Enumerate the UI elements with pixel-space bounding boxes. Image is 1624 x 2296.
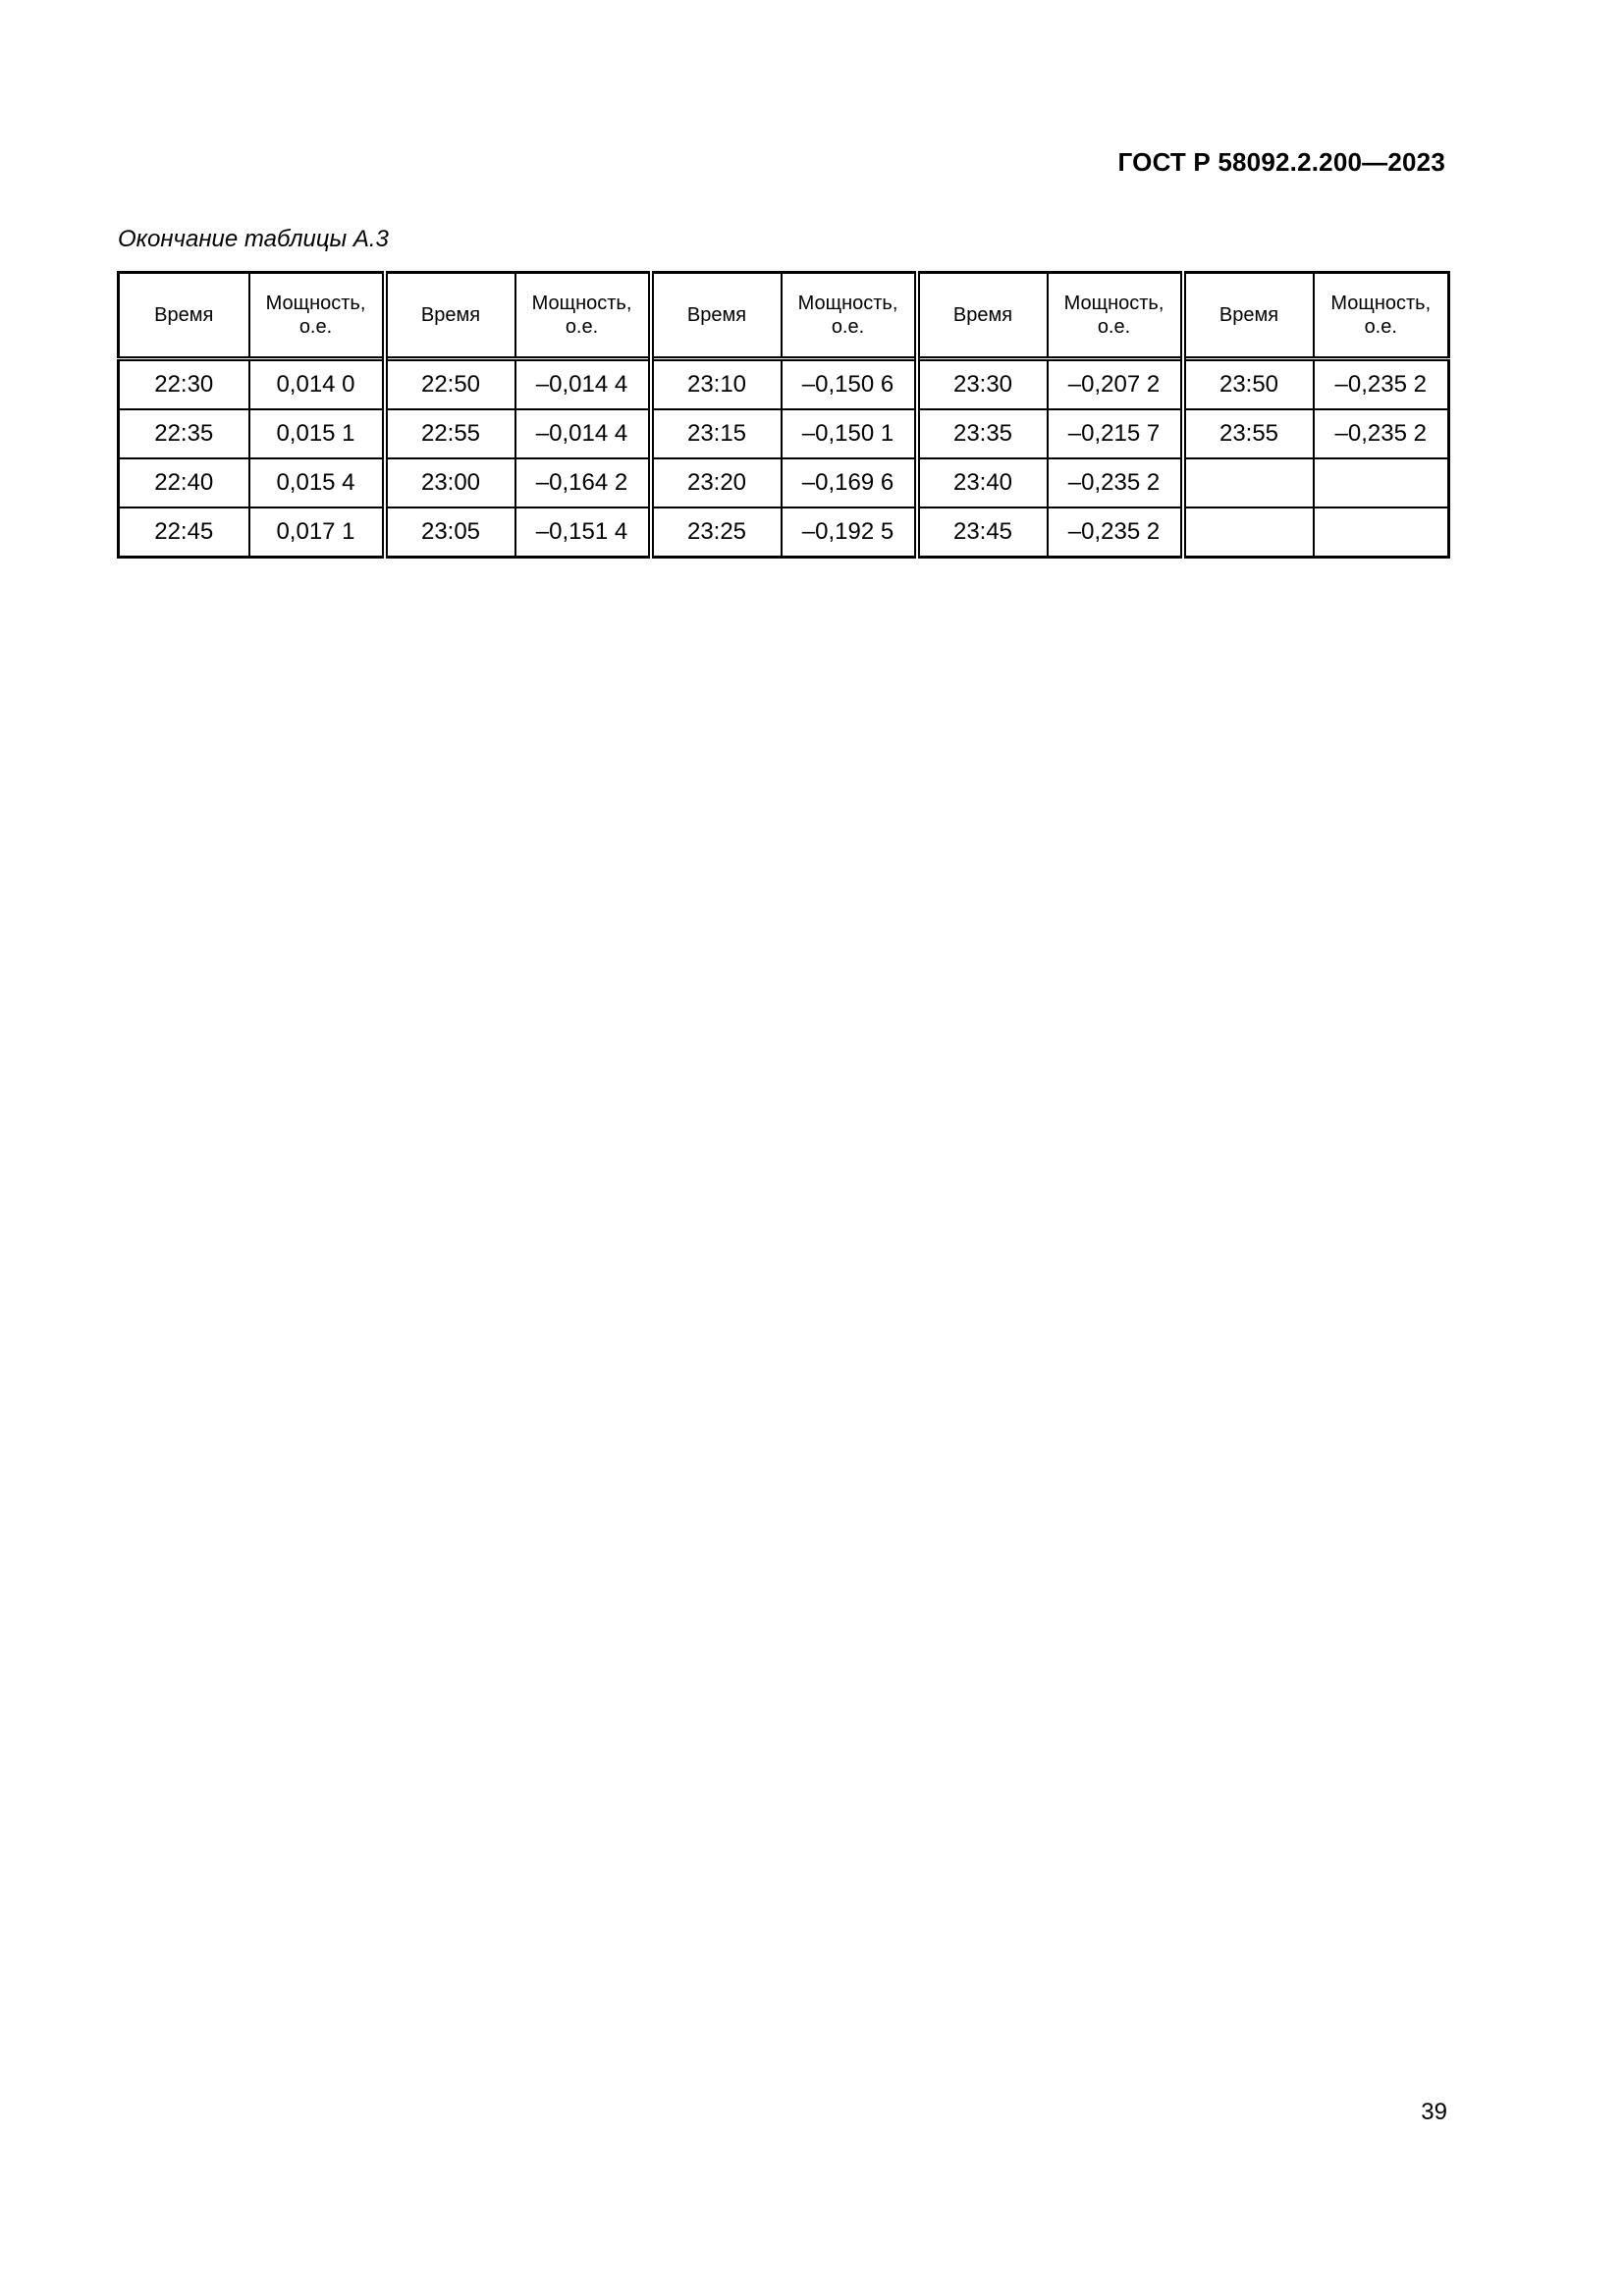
time-cell: 22:30: [119, 359, 249, 410]
power-cell: –0,150 6: [782, 359, 917, 410]
time-cell: 22:45: [119, 507, 249, 558]
power-cell: –0,151 4: [515, 507, 651, 558]
time-cell: 23:50: [1183, 359, 1314, 410]
power-cell: –0,014 4: [515, 409, 651, 458]
table-row: [119, 359, 1449, 410]
power-cell: –0,235 2: [1048, 507, 1183, 558]
time-cell: 23:10: [651, 359, 782, 410]
time-cell: 23:20: [651, 458, 782, 507]
column-header-time: Время: [385, 273, 515, 359]
column-header-power: Мощность, о.е.: [515, 273, 651, 359]
time-cell: 22:55: [385, 409, 515, 458]
column-header-power: Мощность, о.е.: [1314, 273, 1449, 359]
column-header-power: Мощность, о.е.: [249, 273, 385, 359]
power-cell: 0,014 0: [249, 359, 385, 410]
column-header-power: Мощность, о.е.: [1048, 273, 1183, 359]
column-header-time: Время: [119, 273, 249, 359]
power-cell: –0,207 2: [1048, 359, 1183, 410]
table-row: [119, 507, 1449, 558]
page-number: 39: [1421, 2099, 1447, 2125]
table-header-row: [119, 273, 1449, 359]
time-cell: 23:30: [917, 359, 1048, 410]
power-cell: –0,150 1: [782, 409, 917, 458]
time-cell: 23:40: [917, 458, 1048, 507]
power-cell: [1314, 507, 1449, 558]
column-header-power: Мощность, о.е.: [782, 273, 917, 359]
column-header-time: Время: [1183, 273, 1314, 359]
time-cell: 23:45: [917, 507, 1048, 558]
table-caption: Окончание таблицы А.3: [118, 226, 389, 252]
table-row: [119, 458, 1449, 507]
document-standard-id: ГОСТ Р 58092.2.200—2023: [1117, 147, 1445, 177]
column-header-time: Время: [917, 273, 1048, 359]
time-cell: 23:05: [385, 507, 515, 558]
power-cell: –0,215 7: [1048, 409, 1183, 458]
time-cell: 23:15: [651, 409, 782, 458]
time-cell: [1183, 458, 1314, 507]
power-cell: –0,235 2: [1314, 359, 1449, 410]
power-cell: [1314, 458, 1449, 507]
power-cell: –0,192 5: [782, 507, 917, 558]
time-cell: 23:55: [1183, 409, 1314, 458]
time-cell: 22:50: [385, 359, 515, 410]
power-cell: –0,235 2: [1048, 458, 1183, 507]
table-row: [119, 409, 1449, 458]
data-table: [117, 271, 1450, 559]
power-cell: 0,017 1: [249, 507, 385, 558]
time-cell: 23:00: [385, 458, 515, 507]
time-cell: 23:25: [651, 507, 782, 558]
time-cell: 22:40: [119, 458, 249, 507]
time-cell: 23:35: [917, 409, 1048, 458]
time-cell: [1183, 507, 1314, 558]
power-cell: 0,015 1: [249, 409, 385, 458]
time-cell: 22:35: [119, 409, 249, 458]
power-cell: –0,235 2: [1314, 409, 1449, 458]
table-body: [119, 359, 1449, 558]
column-header-time: Время: [651, 273, 782, 359]
power-cell: –0,164 2: [515, 458, 651, 507]
power-cell: 0,015 4: [249, 458, 385, 507]
power-cell: –0,169 6: [782, 458, 917, 507]
power-cell: –0,014 4: [515, 359, 651, 410]
